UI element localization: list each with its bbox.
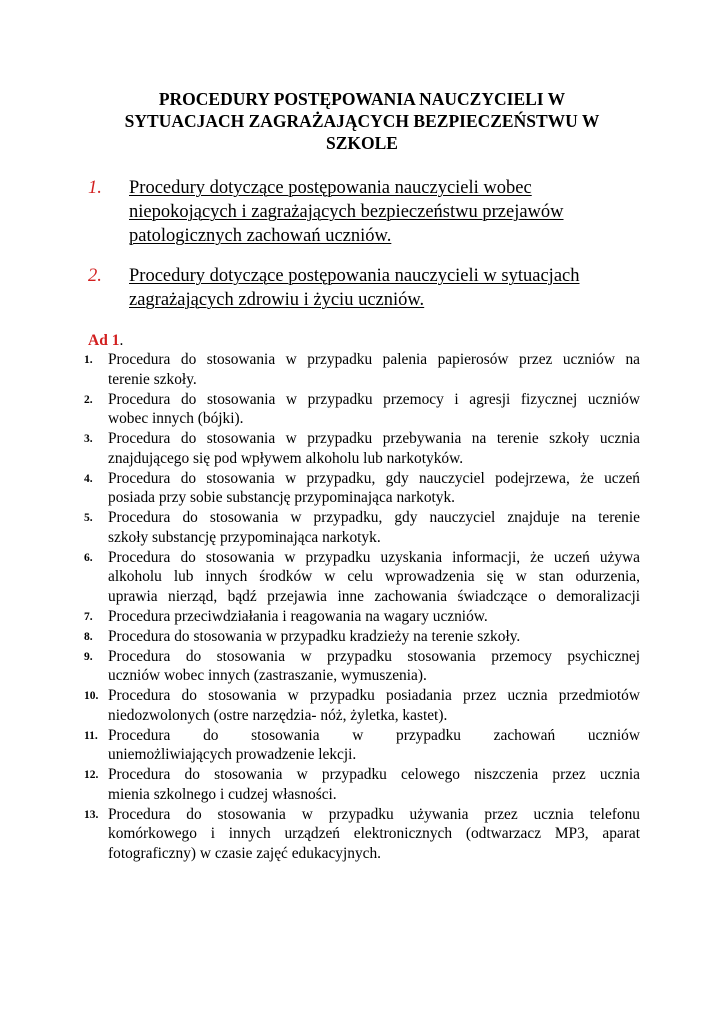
main-item-1 bbox=[88, 176, 648, 248]
procedure-item-6 bbox=[84, 548, 640, 607]
main-item-line: Procedury dotyczące postępowania nauczycieli wobec bbox=[129, 178, 532, 198]
procedure-line: komórkowego i innych urządzeń elektronicznych (odtwarzacz MP3, aparat bbox=[108, 825, 640, 842]
procedure-line: wobec innych (bójki). bbox=[108, 410, 244, 427]
procedure-line: alkoholu lub innych środków w celu wprowadzenia się w stan odurzenia, bbox=[108, 568, 640, 585]
procedure-line: Procedura do stosowania w przypadku posiadania przez ucznia przedmiotów bbox=[108, 687, 640, 704]
procedure-number: 13. bbox=[84, 808, 99, 821]
procedure-number: 8. bbox=[84, 630, 93, 643]
procedure-number: 9. bbox=[84, 650, 93, 663]
ad-heading-label: Ad 1 bbox=[88, 332, 120, 349]
main-item-text bbox=[129, 176, 648, 248]
procedure-line: Procedura do stosowania w przypadku celowego niszczenia przez ucznia bbox=[108, 766, 640, 783]
main-item-text bbox=[129, 264, 648, 312]
procedure-line: mienia szkolnego i cudzej własności. bbox=[108, 785, 337, 803]
main-item-line: Procedury dotyczące postępowania nauczycieli w sytuacjach bbox=[129, 266, 580, 286]
procedure-number: 1. bbox=[84, 354, 93, 366]
procedure-line: terenie szkoły. bbox=[108, 370, 197, 388]
procedure-item-5 bbox=[84, 508, 640, 547]
main-item-line: patologicznych zachowań uczniów. bbox=[129, 226, 392, 246]
procedure-line: uczniów wobec innych (zastraszanie, wymuszenia). bbox=[108, 667, 427, 684]
procedure-number: 3. bbox=[84, 433, 93, 445]
procedure-line: Procedura do stosowania w przypadku kradzieży na terenie szkoły. bbox=[108, 627, 521, 645]
procedure-line: Procedura przeciwdziałania i reagowania na wagary uczniów. bbox=[108, 607, 488, 625]
procedure-line: Procedura do stosowania w przypadku przebywania na terenie szkoły ucznia bbox=[108, 430, 640, 447]
procedure-line: Procedura do stosowania w przypadku uzyskania informacji, że uczeń używa bbox=[108, 548, 640, 566]
procedure-item-7 bbox=[84, 607, 640, 627]
title-line: SZKOLE bbox=[326, 133, 398, 153]
main-item-2 bbox=[88, 264, 648, 312]
main-item-line: zagrażających zdrowiu i życiu uczniów. bbox=[129, 290, 425, 310]
procedure-number: 11. bbox=[84, 729, 98, 742]
procedure-number: 7. bbox=[84, 610, 93, 623]
procedure-line: fotograficzny) w czasie zajęć edukacyjnych. bbox=[108, 844, 382, 862]
procedure-line: Procedura do stosowania w przypadku zachowań uczniów bbox=[108, 726, 640, 744]
procedure-line: szkoły substancję przypominająca narkotyk. bbox=[108, 528, 381, 546]
procedure-number: 5. bbox=[84, 512, 93, 524]
procedure-line: uniemożliwiających prowadzenie lekcji. bbox=[108, 746, 357, 763]
ad-heading bbox=[88, 331, 123, 351]
procedure-item-1 bbox=[84, 350, 640, 389]
ad-heading-suffix: . bbox=[119, 332, 124, 349]
procedure-line: Procedura do stosowania w przypadku palenia papierosów przez uczniów na bbox=[108, 351, 640, 368]
procedure-list bbox=[84, 350, 640, 864]
procedure-line: Procedura do stosowania w przypadku, gdy nauczyciel podejrzewa, że uczeń bbox=[108, 469, 640, 487]
procedure-item-4 bbox=[84, 469, 640, 508]
procedure-item-12 bbox=[84, 765, 640, 804]
procedure-line: Procedura do stosowania w przypadku przemocy i agresji fizycznej uczniów bbox=[108, 390, 640, 408]
procedure-line: uprawia nierząd, bądź przejawia inne zachowania świadczące o demoralizacji bbox=[108, 587, 640, 605]
procedure-item-11 bbox=[84, 726, 640, 765]
procedure-item-9 bbox=[84, 647, 640, 686]
procedure-item-10 bbox=[84, 686, 640, 725]
main-item-line: niepokojących i zagrażających bezpieczeństwu przejawów bbox=[129, 202, 564, 222]
procedure-line: posiada przy sobie substancję przypominająca narkotyk. bbox=[108, 489, 456, 506]
procedure-number: 12. bbox=[84, 769, 99, 781]
main-item-number: 1. bbox=[88, 178, 102, 198]
title-line: SYTUACJACH ZAGRAŻAJĄCYCH BEZPIECZEŃSTWU W bbox=[124, 111, 600, 131]
procedure-line: niedozwolonych (ostre narzędzia- nóż, żyletka, kastet). bbox=[108, 706, 448, 724]
procedure-line: Procedura do stosowania w przypadku stosowania przemocy psychicznej bbox=[108, 647, 640, 665]
procedure-line: znajdującego się pod wpływem alkoholu lub narkotyków. bbox=[108, 449, 464, 467]
title-line: PROCEDURY POSTĘPOWANIA NAUCZYCIELI W bbox=[158, 89, 566, 109]
procedure-item-13 bbox=[84, 805, 640, 864]
procedure-number: 6. bbox=[84, 551, 93, 564]
procedure-number: 4. bbox=[84, 472, 93, 485]
procedure-item-3 bbox=[84, 429, 640, 468]
procedure-line: Procedura do stosowania w przypadku używania przez ucznia telefonu bbox=[108, 805, 640, 823]
main-item-number: 2. bbox=[88, 266, 102, 286]
procedure-line: Procedura do stosowania w przypadku, gdy nauczyciel znajduje na terenie bbox=[108, 509, 640, 526]
document-title bbox=[80, 88, 644, 154]
procedure-item-8 bbox=[84, 627, 640, 647]
procedure-number: 10. bbox=[84, 690, 99, 702]
procedure-item-2 bbox=[84, 390, 640, 429]
procedure-number: 2. bbox=[84, 393, 93, 406]
